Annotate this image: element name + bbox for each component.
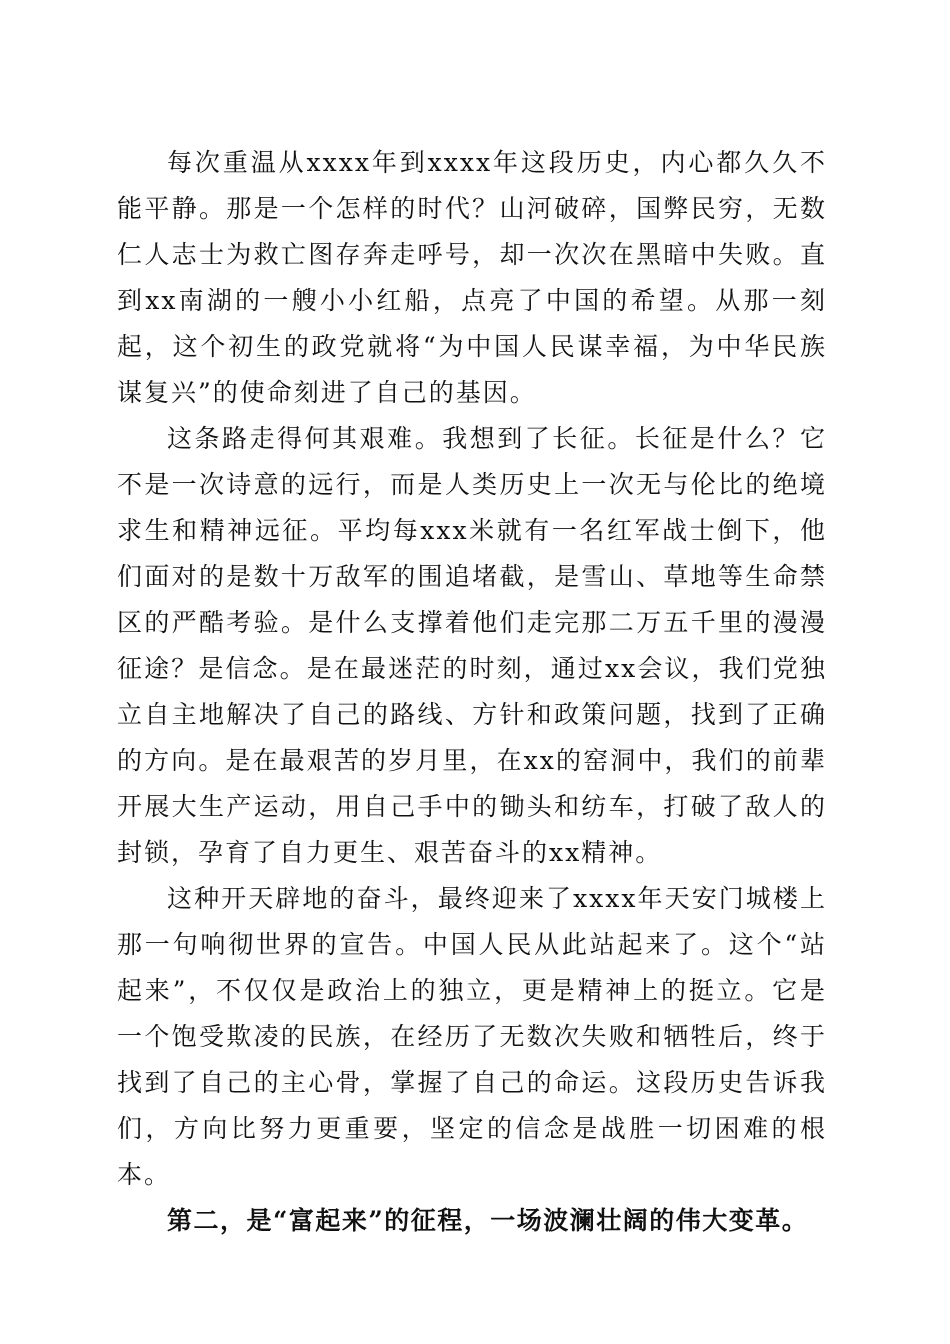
- paragraph-2: 这条路走得何其艰难。我想到了长征。长征是什么？它不是一次诗意的远行，而是人类历史上一次无与伦比的绝境求生和精神远征。平均每xxx米就有一名红军战士倒下，他们面对的是数十万敌军的围追堵截，是雪山、草地等生命禁区的严酷考验。是什么支撑着他们走完那二万五千里的漫漫征途？是信念。是在最迷茫的时刻，通过xx会议，我们党独立自主地解决了自己的路线、方针和政策问题，找到了正确的方向。是在最艰苦的岁月里，在xx的窑洞中，我们的前辈开展大生产运动，用自己手中的锄头和纺车，打破了敌人的封锁，孕育了自力更生、艰苦奋斗的xx精神。: [117, 424, 827, 867]
- paragraph-3: 这种开天辟地的奋斗，最终迎来了xxxx年天安门城楼上那一句响彻世界的宣告。中国人民从此站起来了。这个“站起来”，不仅仅是政治上的独立，更是精神上的挺立。它是一个饱受欺凌的民族，在经历了无数次失败和牺牲后，终于找到了自己的主心骨，掌握了自己的命运。这段历史告诉我们，方向比努力更重要，坚定的信念是战胜一切困难的根本。: [117, 884, 827, 1189]
- section-heading: 第二，是“富起来”的征程，一场波澜壮阔的伟大变革。: [167, 1206, 809, 1235]
- document-body: [117, 140, 827, 1244]
- paragraph-1: 每次重温从xxxx年到xxxx年这段历史，内心都久久不能平静。那是一个怎样的时代？山河破碎，国弊民穷，无数仁人志士为救亡图存奔走呼号，却一次次在黑暗中失败。直到xx南湖的一艘小小红船，点亮了中国的希望。从那一刻起，这个初生的政党就将“为中国人民谋幸福，为中华民族谋复兴”的使命刻进了自己的基因。: [117, 148, 827, 407]
